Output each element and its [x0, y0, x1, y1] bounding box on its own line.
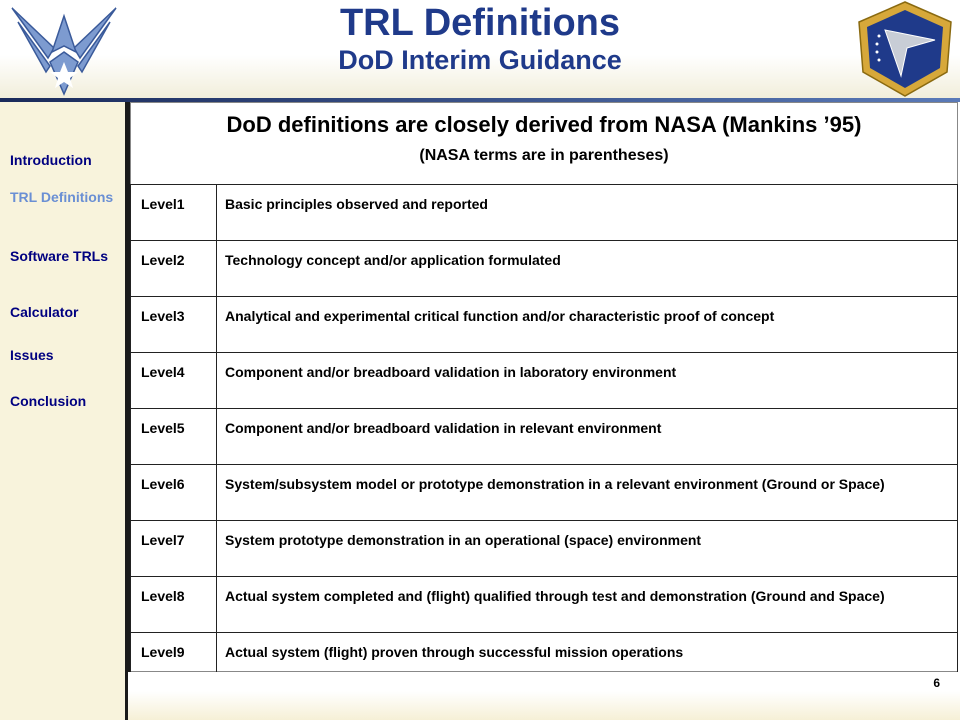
page-number: 6	[933, 676, 940, 690]
level-cell: Level8	[131, 577, 217, 633]
definition-cell: System/subsystem model or prototype demonstration in a relevant environment (Ground or Space)	[217, 465, 958, 521]
level-cell: Level6	[131, 465, 217, 521]
definition-cell: Basic principles observed and reported	[217, 185, 958, 241]
sidebar-item-issues[interactable]: Issues	[10, 347, 54, 363]
definition-cell: Actual system (flight) proven through successful mission operations	[217, 633, 958, 689]
table-row	[131, 353, 958, 409]
level-cell: Level4	[131, 353, 217, 409]
level-cell: Level9	[131, 633, 217, 689]
footer-strip	[128, 672, 960, 720]
definition-cell: Component and/or breadboard validation in laboratory environment	[217, 353, 958, 409]
content-heading: DoD definitions are closely derived from NASA (Mankins ’95)	[226, 112, 862, 137]
level-cell: Level5	[131, 409, 217, 465]
table-row	[131, 465, 958, 521]
level-cell: Level3	[131, 297, 217, 353]
page-subtitle: DoD Interim Guidance	[338, 45, 622, 75]
definition-cell: Technology concept and/or application formulated	[217, 241, 958, 297]
content-subheading: (NASA terms are in parentheses)	[419, 147, 669, 164]
definition-cell: Component and/or breadboard validation in relevant environment	[217, 409, 958, 465]
definition-cell: System prototype demonstration in an operational (space) environment	[217, 521, 958, 577]
table-row	[131, 241, 958, 297]
level-cell: Level2	[131, 241, 217, 297]
definition-cell: Analytical and experimental critical function and/or characteristic proof of concept	[217, 297, 958, 353]
level-cell: Level7	[131, 521, 217, 577]
sidebar-item-trl-definitions[interactable]: TRL Definitions	[10, 189, 114, 205]
table-row	[131, 185, 958, 241]
table-row	[131, 521, 958, 577]
table-row	[131, 297, 958, 353]
table-row	[131, 409, 958, 465]
sidebar-item-conclusion[interactable]: Conclusion	[10, 393, 87, 409]
sidebar-item-software-trls[interactable]: Software TRLs	[10, 248, 109, 264]
sidebar-item-calculator[interactable]: Calculator	[10, 304, 79, 320]
sidebar-item-introduction[interactable]: Introduction	[10, 152, 92, 168]
trl-definitions-table	[130, 184, 958, 689]
page-title: TRL Definitions	[339, 2, 621, 44]
level-cell: Level1	[131, 185, 217, 241]
definition-cell: Actual system completed and (flight) qualified through test and demonstration (Ground and Space)	[217, 577, 958, 633]
table-row	[131, 577, 958, 633]
